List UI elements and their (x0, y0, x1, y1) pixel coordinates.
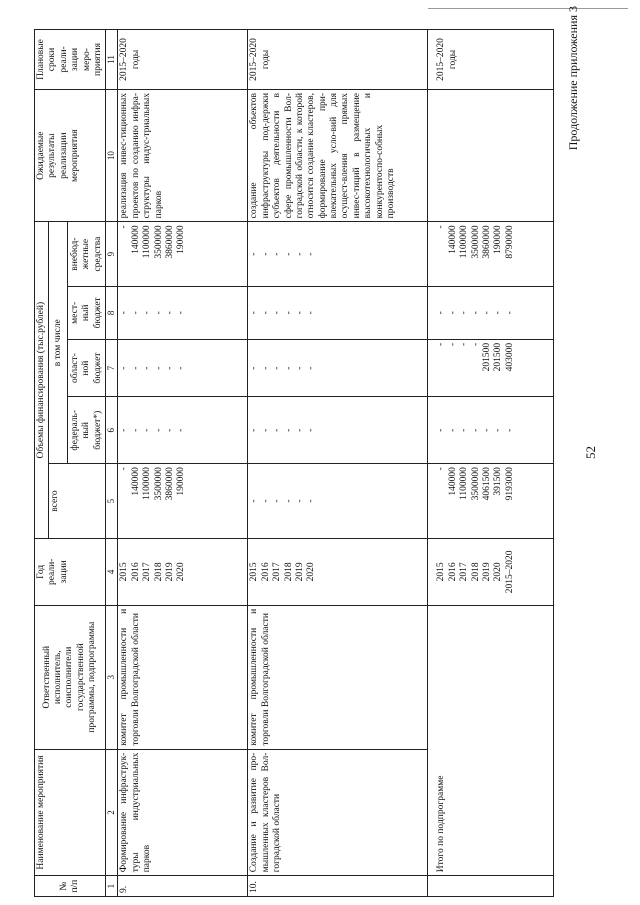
row-total: - - - - - - (248, 464, 428, 539)
col-number: 9 (106, 222, 118, 287)
page-number: 52 (583, 446, 598, 459)
row-term: 2015–2020 годы (248, 30, 428, 90)
total-extra: - 140000 1100000 3500000 3860000 190000 8790000 (428, 222, 554, 287)
header-name: Наименование мероприятия (35, 749, 106, 876)
col-number: 6 (106, 397, 118, 464)
continuation-label: Продолжение приложения 3 (566, 6, 580, 151)
header-extra: внебюд- жетные средства (68, 222, 106, 287)
header-local: мест- ный бюджет (68, 286, 106, 339)
row-num: 10. (248, 876, 428, 897)
total-term: 2015–2020 годы (428, 30, 554, 90)
col-number: 10 (106, 89, 118, 221)
col-number: 2 (106, 749, 118, 876)
header-terms: Плановые сроки реали- зации меро- приятия (35, 30, 106, 90)
row-executor: комитет промышленности и торговли Волгоградской области (118, 605, 248, 749)
row-federal: - - - - - - (118, 397, 248, 464)
row-years: 2015 2016 2017 2018 2019 2020 (248, 538, 428, 605)
row-years: 2015 2016 2017 2018 2019 2020 (118, 538, 248, 605)
header-regional: област- ной бюджет (68, 339, 106, 397)
total-label: Итого по подпрограмме (428, 605, 554, 876)
header-funding: Объемы финансирования (тыс.рублей) (35, 222, 49, 539)
col-number: 5 (106, 464, 118, 539)
table-row (248, 30, 428, 897)
col-number: 3 (106, 605, 118, 749)
header-results: Ожидаемые результаты реализации мероприятия (35, 89, 106, 221)
header-federal: федераль- ный бюджет*) (68, 397, 106, 464)
total-federal: - - - - - - - (428, 397, 554, 464)
total-years: 2015 2016 2017 2018 2019 2020 2015–2020 (428, 538, 554, 605)
row-result: создание объектов инфраструктуры под-держки субъектов деятельности в сфере промышленности Вол-гоградской области, к которой относится создание кластеров, формирование при-влекательных усло-вий для осущест-вления прямых инвес-тиций в размещение высокотехнологичных и конкурентоспо-собных производств (248, 89, 428, 221)
column-number-row (106, 30, 118, 897)
row-regional: - - - - - - (248, 339, 428, 397)
row-local: - - - - - - (248, 286, 428, 339)
total-row (428, 30, 554, 897)
total-local: - - - - - - - (428, 286, 554, 339)
row-total: - 140000 1100000 3500000 3860000 190000 (118, 464, 248, 539)
row-regional: - - - - - - (118, 339, 248, 397)
row-extra: - 140000 1100000 3500000 3860000 190000 (118, 222, 248, 287)
row-result: реализация инвес-тиционных проектов по созданию инфра-структуры индус-триальных парков (118, 89, 248, 221)
col-number: 11 (106, 30, 118, 90)
col-number: 1 (106, 876, 118, 897)
total-regional: - - - - 201500 201500 403000 (428, 339, 554, 397)
header-year: Год реали- зации (35, 538, 106, 605)
funding-table (34, 29, 554, 897)
header-total: всего (49, 464, 106, 539)
table-row (118, 30, 248, 897)
col-number: 4 (106, 538, 118, 605)
row-local: - - - - - - (118, 286, 248, 339)
total-total: - 140000 1100000 3500000 4061500 391500 9193000 (428, 464, 554, 539)
header-executor: Ответственный исполнитель, соисполнители государственной программы, подпрограммы (35, 605, 106, 749)
row-name: Формирование инфраструк-туры индустриальных парков (118, 749, 248, 876)
row-federal: - - - - - - (248, 397, 428, 464)
row-name: Создание и развитие про-мышленных кластеров Вол-гоградской области (248, 749, 428, 876)
header-incl: в том числе (49, 222, 68, 464)
header-num: № п/п (35, 876, 106, 897)
row-num: 9. (118, 876, 248, 897)
col-number: 8 (106, 286, 118, 339)
row-executor: комитет промышленности и торговли Волгоградской области (248, 605, 428, 749)
row-term: 2015–2020 годы (118, 30, 248, 90)
row-extra: - - - - - - (248, 222, 428, 287)
col-number: 7 (106, 339, 118, 397)
